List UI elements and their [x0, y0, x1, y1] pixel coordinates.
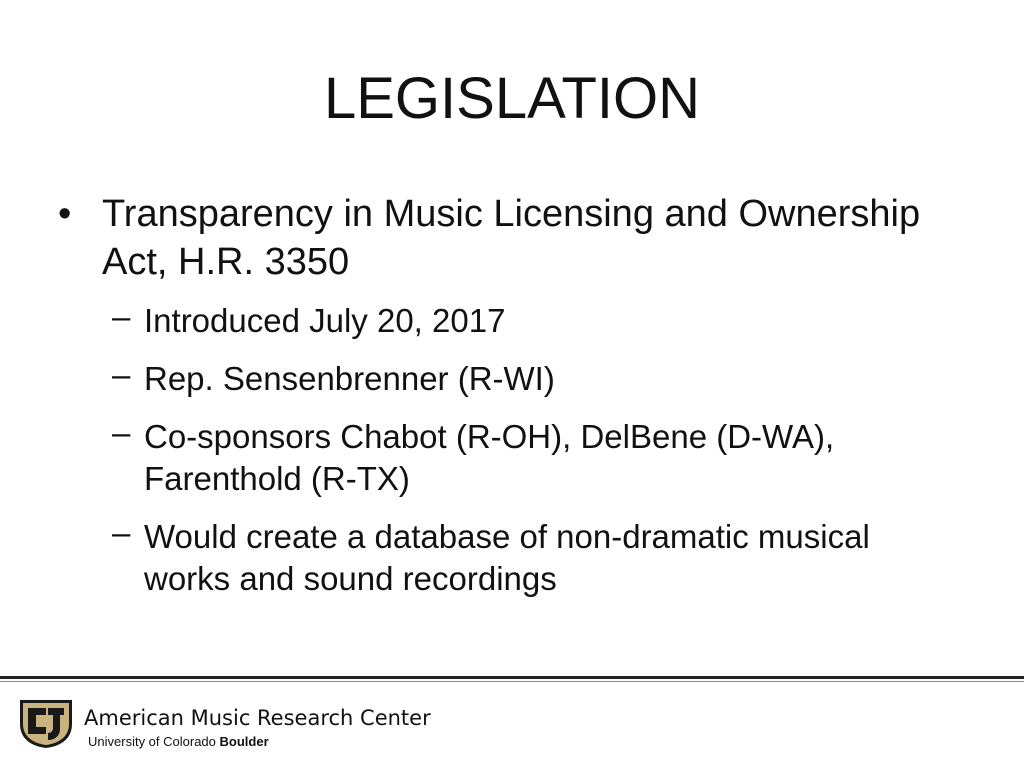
sub-bullet-item — [112, 358, 938, 400]
cu-logo-icon — [16, 694, 76, 752]
sub-bullet-item — [112, 416, 938, 500]
university-line — [84, 734, 431, 750]
sub-bullet-item — [112, 300, 938, 342]
org-name: American Music Research Center — [84, 706, 431, 730]
university-campus: Boulder — [219, 734, 269, 749]
sub-bullet-text: Co-sponsors Chabot (R-OH), DelBene (D-WA), Farenthold (R-TX) — [144, 418, 835, 497]
sub-bullet-text: Introduced July 20, 2017 — [144, 302, 506, 339]
sub-bullet-text: Rep. Sensenbrenner (R-WI) — [144, 360, 555, 397]
footer-divider-thin — [0, 681, 1024, 682]
sub-bullet-item — [112, 516, 938, 600]
slide-title: LEGISLATION — [323, 66, 701, 131]
bullet-text: Transparency in Music Licensing and Ownership Act, H.R. 3350 — [102, 193, 921, 283]
sub-bullet-symbol: – — [112, 414, 131, 451]
footer-branding — [84, 704, 431, 750]
bullet-list — [58, 190, 938, 616]
bullet-symbol: • — [58, 193, 72, 235]
university-name: University of Colorado — [88, 734, 216, 749]
bullet-item — [58, 190, 938, 286]
sub-bullet-symbol: – — [112, 514, 131, 551]
sub-bullet-list — [58, 300, 938, 600]
sub-bullet-symbol: – — [112, 298, 131, 335]
sub-bullet-symbol: – — [112, 356, 131, 393]
sub-bullet-text: Would create a database of non-dramatic musical works and sound recordings — [144, 518, 870, 597]
footer-divider — [0, 676, 1024, 679]
